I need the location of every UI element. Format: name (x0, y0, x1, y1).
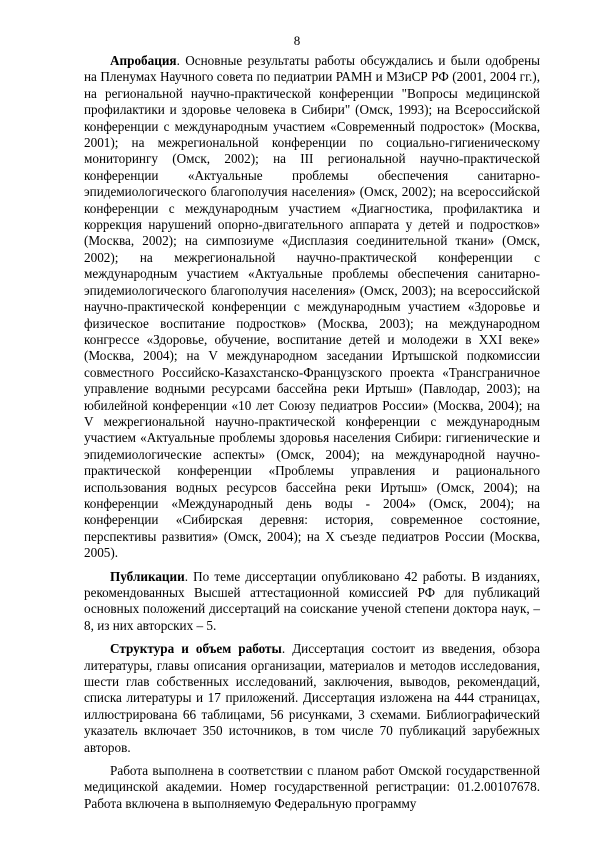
paragraph-lead: Апробация (110, 53, 177, 68)
paragraph-structure (84, 641, 540, 756)
body-text (84, 53, 540, 812)
paragraph-text: . По теме диссертации опубликовано 42 работы. В изданиях, рекомендованных Высшей аттестационной комиссией РФ для публикаций основных положений диссертаций на соискание ученой степени доктора наук, – 8, из них авторских – 5. (84, 568, 540, 633)
paragraph-registration (84, 763, 540, 812)
paragraph-approbation (84, 53, 540, 562)
paragraph-publications (84, 569, 540, 635)
page-number: 8 (293, 33, 301, 48)
paragraph-lead: Структура и объем работы (110, 641, 282, 657)
paragraph-text: Работа выполнена в соответствии с планом работ Омской государственной медицинской академии. Номер государственной регистрации: 01.2.00107678. Работа включена в выполняемую Федеральную программу (84, 763, 540, 811)
paragraph-text: . Основные результаты работы обсуждались и были одобрены на Пленумах Научного совета по педиатрии РАМН и МЗиСР РФ (2001, 2004 гг.), на региональной научно-практической конференции "Вопросы медицинской профилактики и здоровье человека в Сибири" (Омск, 1993); на Всероссийской конференции с международным участием «Современный подросток» (Москва, 2001); на межрегиональной конференции по социально-гигиеническому мониторингу (Омск, 2002); на III региональной научно-практической конференции «Актуальные проблемы обеспечения санитарно-эпидемиологического благополучия населения» (Омск, 2002); на всероссийской конференции с международным участием «Диагностика, профилактика и коррекция нарушений опорно-двигательного аппарата у детей и подростков» (Москва, 2002); на симпозиуме «Дисплазия соединительной ткани» (Омск, 2002); на межрегиональной научно-практической конференции с международным участием «Актуальные проблемы обеспечения санитарно-эпидемиологического благополучия населения» (Омск, 2003); на всероссийской научно-практической конференции с международным участием «Здоровье и физическое воспитание подростков» (Москва, 2003); на международном конгрессе «Здоровье, обучение, воспитание детей и молодежи в XXI веке» (Москва, 2004); на V международном заседании Иртышской подкомиссии совместного Российско-Казахстанско-Французского проекта «Трансграничное управление водными ресурсами бассейна реки Иртыш» (Павлодар, 2003); на юбилейной конференции «10 лет Союзу педиатров России» (Москва, 2004); на V межрегиональной научно-практической конференции с международным участием «Актуальные проблемы здоровья населения Сибири: гигиенические и эпидемиологические аспекты» (Омск, 2004); на международной научно-практической конференции «Проблемы управления и рационального использования водных ресурсов бассейна реки Иртыш» (Омск, 2004); на конференции «Международный день воды - 2004» (Омск, 2004); на конференции «Сибирская деревня: история, современное состояние, перспективы развития» (Омск, 2004); на X съезде педиатров России (Москва, 2005). (84, 53, 540, 561)
paragraph-text: . Диссертация состоит из введения, обзора литературы, главы описания организации, материалов и методов исследования, шести глав собственных исследований, заключения, выводов, рекомендаций, списка литературы и 17 приложений. Диссертация изложена на 444 страницах, иллюстрирована 66 таблицами, 56 рисунками, 3 схемами. Библиографический указатель включает 350 источников, в том числе 70 публикаций зарубежных авторов. (84, 641, 540, 755)
paragraph-lead: Публикации (110, 568, 185, 584)
